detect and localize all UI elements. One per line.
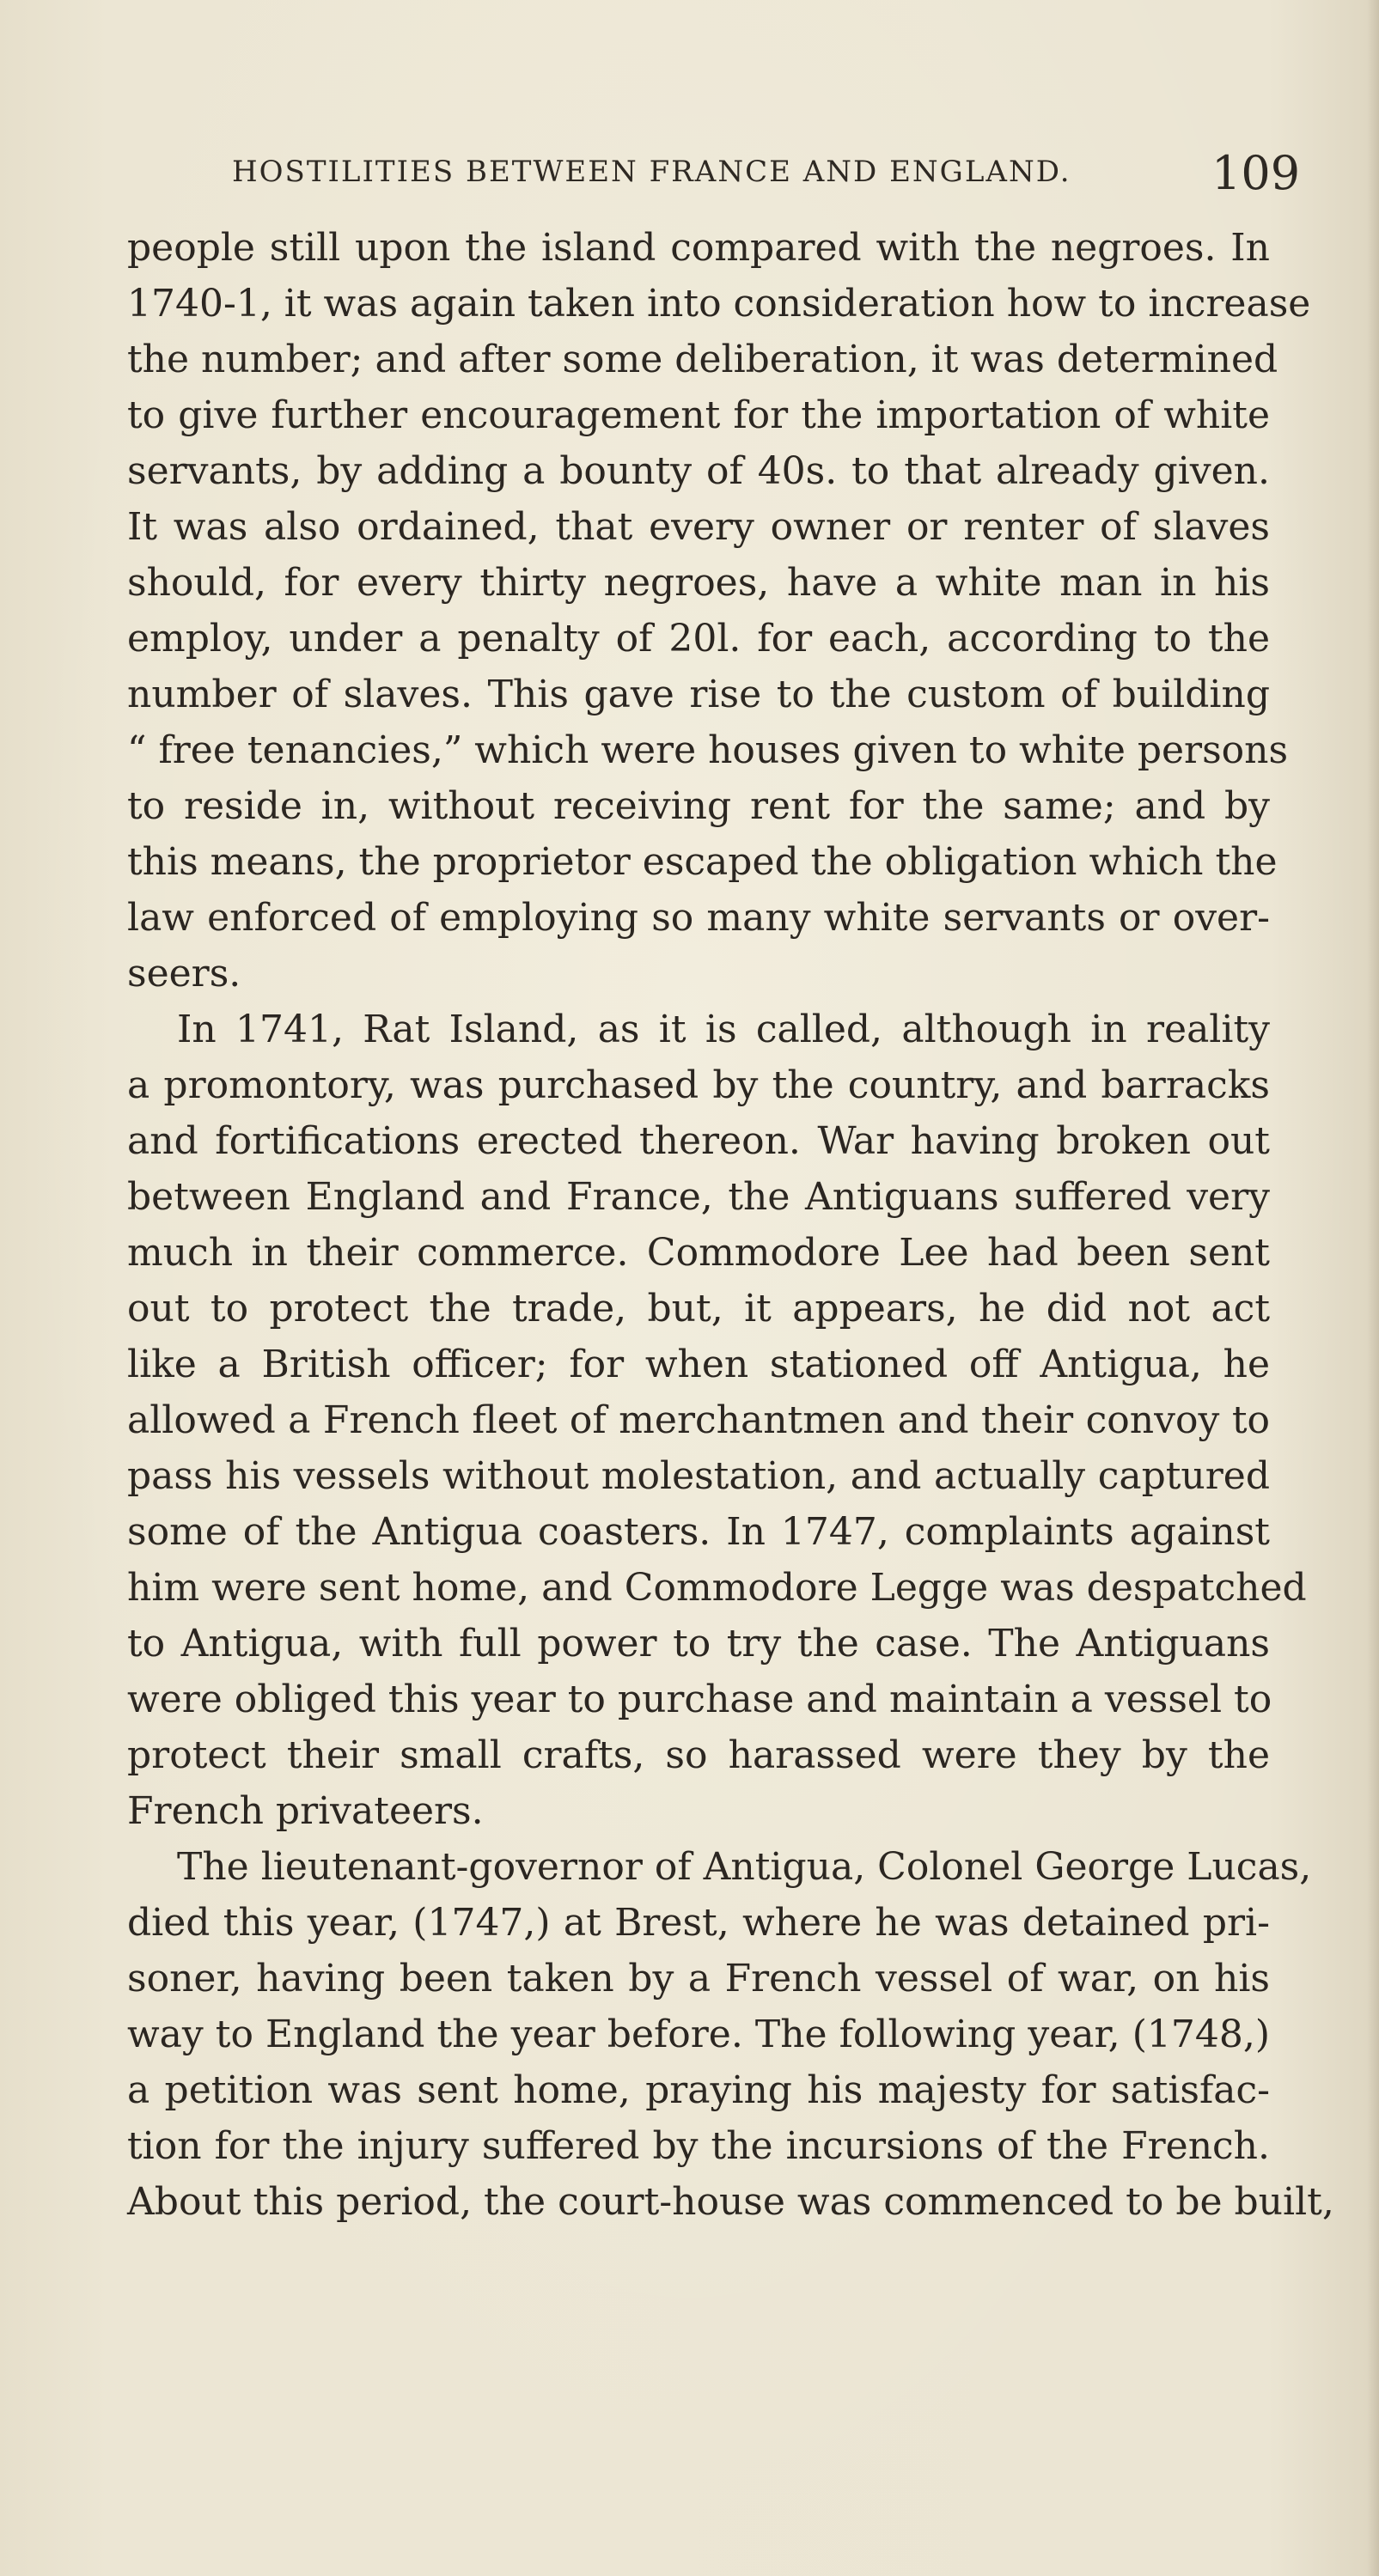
text-line: some of the Antigua coasters. In 1747, complaints against [127, 1510, 1270, 1554]
body-text [127, 220, 1334, 2230]
text-line: law enforced of employing so many white servants or over- [127, 896, 1270, 940]
text-line: a promontory, was purchased by the country, and barracks [127, 1063, 1270, 1107]
text-line: this means, the proprietor escaped the obligation which the [127, 840, 1278, 884]
text-line: pass his vessels without molestation, and actually captured [127, 1454, 1270, 1498]
text-line: to give further encouragement for the importation of white [127, 393, 1270, 437]
text-line: to Antigua, with full power to try the case. The Antiguans [127, 1622, 1270, 1666]
text-line: and fortifications erected thereon. War having broken out [127, 1119, 1270, 1163]
text-line: to reside in, without receiving rent for the same; and by [127, 784, 1270, 828]
text-line: should, for every thirty negroes, have a white man in his [127, 561, 1270, 605]
text-line: employ, under a penalty of 20l. for each, according to the [127, 617, 1270, 661]
page-edge-shadow [1367, 0, 1379, 2576]
text-line: protect their small crafts, so harassed were they by the [127, 1733, 1270, 1777]
text-line: between England and France, the Antiguans suffered very [127, 1175, 1270, 1219]
text-line: soner, having been taken by a French vessel of war, on his [127, 1957, 1270, 2001]
text-line: 1740-1, it was again taken into consideration how to increase [127, 282, 1311, 326]
text-line: “ free tenancies,” which were houses given to white persons [127, 728, 1289, 772]
text-line: were obliged this year to purchase and maintain a vessel to [127, 1678, 1272, 1721]
text-line: died this year, (1747,) at Brest, where he was detained pri- [127, 1901, 1270, 1945]
text-line: About this period, the court-house was commenced to be built, [127, 2180, 1334, 2224]
paragraph-start-line: The lieutenant-governor of Antigua, Colonel George Lucas, [177, 1845, 1312, 1889]
text-line: a petition was sent home, praying his majesty for satisfac- [127, 2068, 1270, 2112]
paragraph-start-line: In 1741, Rat Island, as it is called, although in reality [177, 1008, 1270, 1051]
text-line: people still upon the island compared with the negroes. In [127, 226, 1270, 270]
page-header [232, 146, 1301, 206]
text-line: him were sent home, and Commodore Legge was despatched [127, 1566, 1307, 1610]
text-line: number of slaves. This gave rise to the custom of building [127, 673, 1270, 716]
running-head: HOSTILITIES BETWEEN FRANCE AND ENGLAND. [232, 155, 1071, 189]
paragraph-end-line: seers. [127, 952, 241, 996]
text-line: allowed a French fleet of merchantmen and their convoy to [127, 1398, 1270, 1442]
paragraph-end-line: French privateers. [127, 1789, 484, 1833]
text-line: tion for the injury suffered by the incursions of the French. [127, 2124, 1270, 2168]
text-line: servants, by adding a bounty of 40s. to that already given. [127, 449, 1270, 493]
text-line: It was also ordained, that every owner or renter of slaves [127, 505, 1270, 549]
text-line: way to England the year before. The following year, (1748,) [127, 2013, 1270, 2056]
text-line: out to protect the trade, but, it appears, he did not act [127, 1287, 1270, 1331]
text-line: the number; and after some deliberation, it was determined [127, 338, 1278, 381]
page-number: 109 [1211, 146, 1301, 200]
text-line: much in their commerce. Commodore Lee had been sent [127, 1231, 1270, 1275]
text-line: like a British officer; for when stationed off Antigua, he [127, 1343, 1270, 1386]
